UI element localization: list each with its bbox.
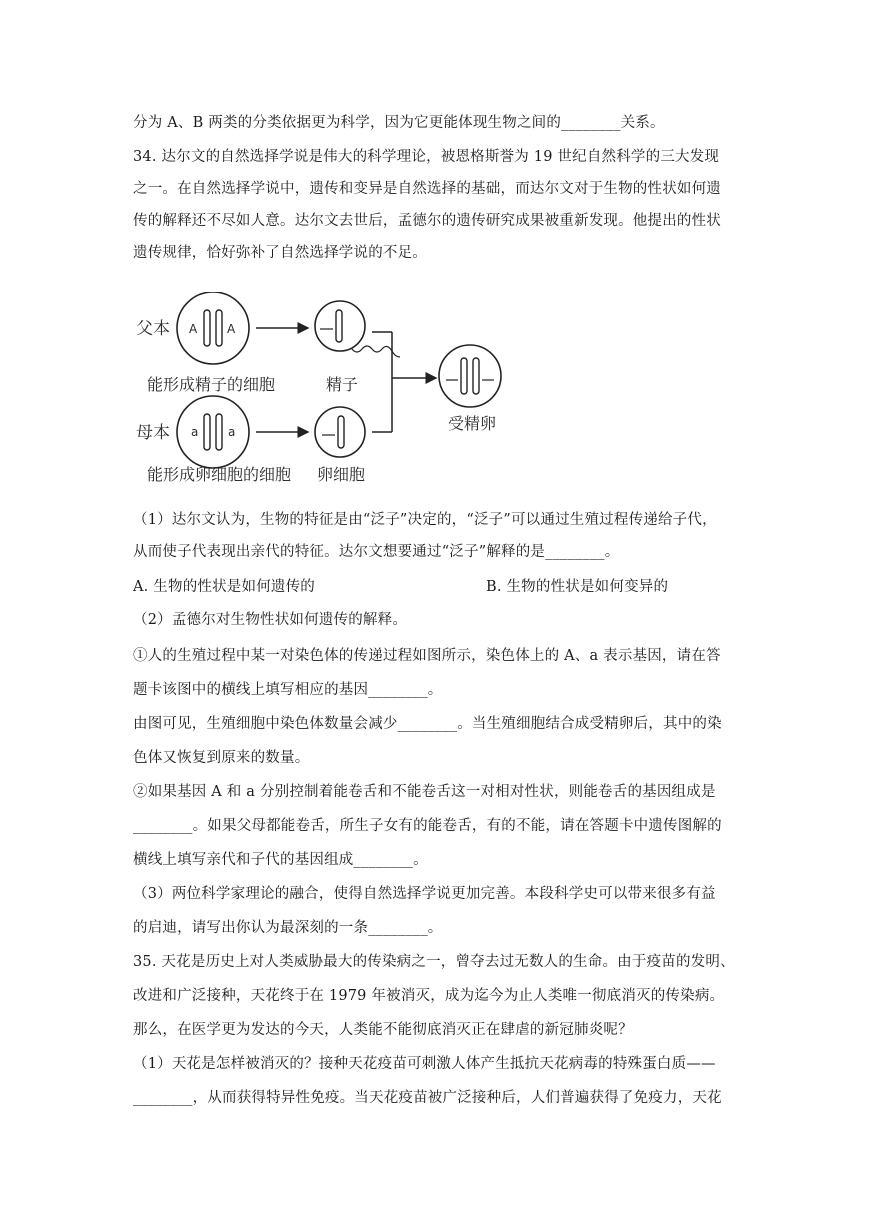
text-line: ________。如果父母都能卷舌，所生子女有的能卷舌，有的不能，请在答题卡中遗传图解的 [133,818,722,834]
text-line: 由图可见，生殖细胞中染色体数量会减少________。当生殖细胞结合成受精卵后，其中的染 [133,716,722,732]
option-a: A. 生物的性状是如何遗传的 [133,579,315,595]
text-line: ②如果基因 A 和 a 分别控制着能卷舌和不能卷舌这一对相对性状，则能卷舌的基因组成是 [133,784,716,800]
zygote-cell [439,345,501,407]
text-line: 那么，在医学更为发达的今天，人类能不能彻底消灭正在肆虐的新冠肺炎呢？ [133,1022,633,1038]
option-b: B. 生物的性状是如何变异的 [486,579,669,595]
egg-label: 卵细胞 [317,465,366,484]
mother-cell-label: 能形成卵细胞的细胞 [147,465,292,484]
text-line: （3）两位科学家理论的融合，使得自然选择学说更加完善。本段科学史可以带来很多有益 [133,886,716,902]
text-line: 之一。在自然选择学说中，遗传和变异是自然选择的基础，而达尔文对于生物的性状如何遗 [133,181,721,197]
sperm-label: 精子 [326,375,359,394]
text-line: （1）达尔文认为，生物的特征是由“泛子”决定的，“泛子”可以通过生殖过程传递给子代， [133,512,717,528]
question-35-line: 35. 天花是历史上对人类威胁最大的传染病之一，曾夺去过无数人的生命。由于疫苗的发明、 [133,954,735,970]
text-line: 分为 A、B 两类的分类依据更为科学，因为它更能体现生物之间的________关系。 [133,115,665,131]
text-line: 从而使子代表现出亲代的特征。达尔文想要通过“泛子”解释的是________。 [133,544,620,560]
text-line: 横线上填写亲代和子代的基因组成________。 [133,852,428,868]
mother-allele-right: a [228,425,236,439]
mother-allele-left: a [191,425,199,439]
question-34-line: 34. 达尔文的自然选择学说是伟大的科学理论，被恩格斯誉为 19 世纪自然科学的三大发现 [133,149,720,165]
text-line: 题卡该图中的横线上填写相应的基因________。 [133,682,443,698]
text-line: ________，从而获得特异性免疫。当天花疫苗被广泛接种后，人们普遍获得了免疫力，天花 [133,1090,722,1106]
text-line: 色体又恢复到原来的数量。 [133,750,310,766]
mother-cell [177,396,249,468]
text-line: （1）天花是怎样被消灭的？接种天花疫苗可刺激人体产生抵抗天花病毒的特殊蛋白质—— [133,1056,716,1072]
father-cell-label: 能形成精子的细胞 [147,375,276,394]
zygote-label: 受精卵 [448,414,497,433]
text-line: 传的解释还不尽如人意。达尔文去世后，孟德尔的遗传研究成果被重新发现。他提出的性状 [133,213,721,229]
father-allele-right: A [227,322,236,336]
mother-label: 母本 [136,423,170,443]
text-line: 遗传规律，恰好弥补了自然选择学说的不足。 [133,245,427,261]
father-allele-left: A [189,322,198,336]
chromosome-inheritance-diagram [130,292,550,492]
text-line: ①人的生殖过程中某一对染色体的传递过程如图所示，染色体上的 A、a 表示基因，请在答 [133,648,721,664]
text-line: （2）孟德尔对生物性状如何遗传的解释。 [133,612,408,628]
father-cell [177,292,249,364]
father-label: 父本 [136,319,170,339]
text-line: 的启迪，请写出你认为最深刻的一条________。 [133,920,443,936]
text-line: 改进和广泛接种，天花终于在 1979 年被消灭，成为迄今为止人类唯一彻底消灭的传染病。 [133,988,725,1004]
